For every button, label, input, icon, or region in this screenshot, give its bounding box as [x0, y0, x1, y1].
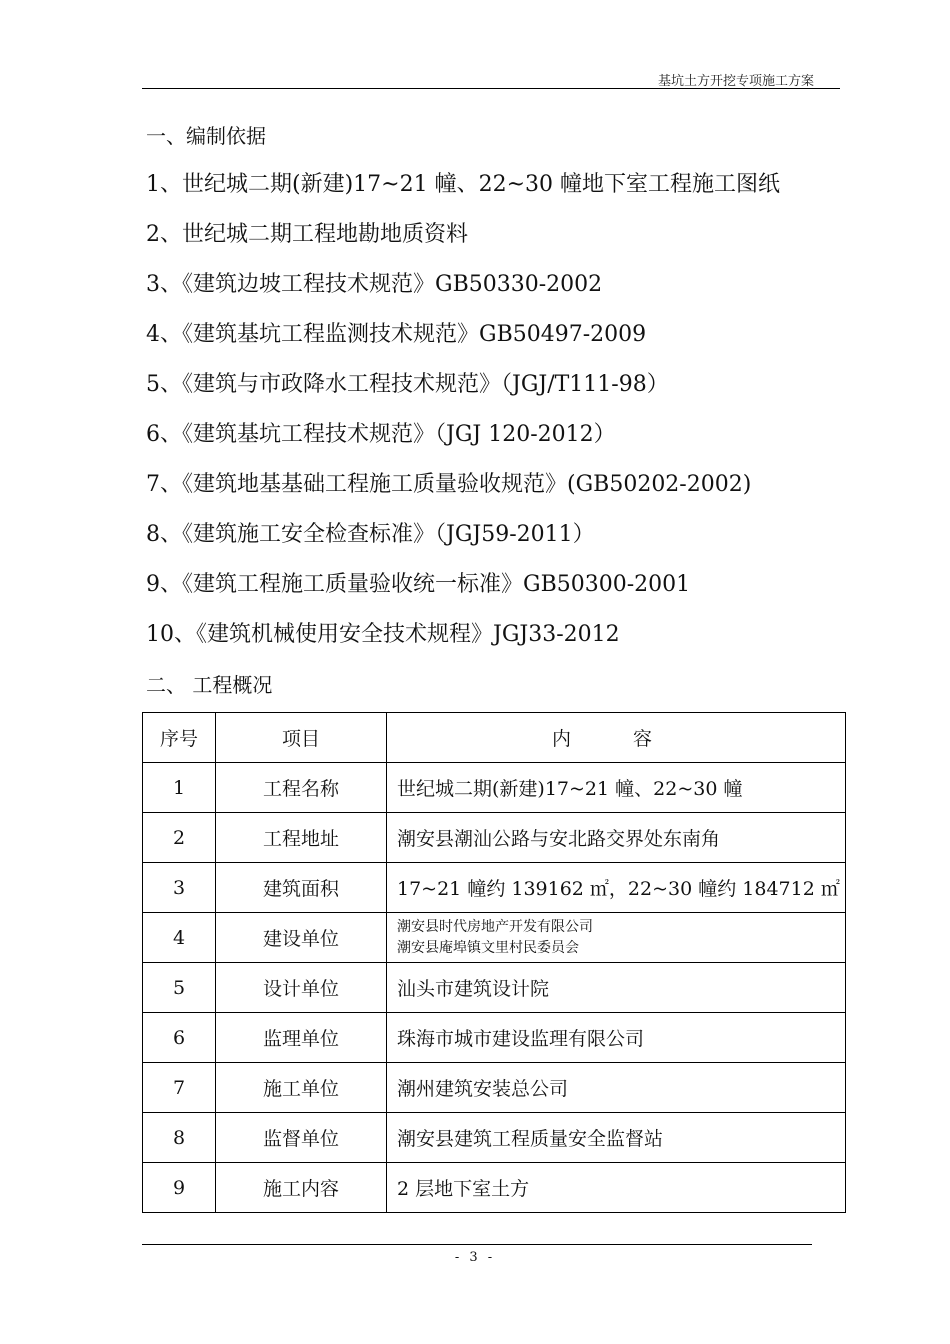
- running-header: 基坑土方开挖专项施工方案: [657, 74, 814, 89]
- table-row: [143, 1113, 846, 1163]
- header-rule: [142, 88, 840, 89]
- table-row: [143, 1063, 846, 1113]
- row-content: 2 层地下室土方: [387, 1163, 846, 1213]
- row-no: 7: [143, 1063, 216, 1113]
- list-item: 3、《建筑边坡工程技术规范》GB50330-2002: [146, 272, 603, 297]
- row-content: 汕头市建筑设计院: [387, 963, 846, 1013]
- row-item: 施工内容: [216, 1163, 387, 1213]
- row-content: 潮安县潮汕公路与安北路交界处东南角: [387, 813, 846, 863]
- row-item: 监督单位: [216, 1113, 387, 1163]
- row-item: 建筑面积: [216, 863, 387, 913]
- row-no: 6: [143, 1013, 216, 1063]
- page-number: - 3 -: [454, 1250, 496, 1265]
- row-content: 世纪城二期(新建)17~21 幢、22~30 幢: [387, 763, 846, 813]
- list-item: 7、《建筑地基基础工程施工质量验收规范》(GB50202-2002): [146, 472, 752, 497]
- row-item: 工程名称: [216, 763, 387, 813]
- row-content: 珠海市城市建设监理有限公司: [387, 1013, 846, 1063]
- row-content-line: 潮安县时代房地产开发有限公司: [397, 918, 593, 935]
- table-row: [143, 863, 846, 913]
- header-item: 项目: [216, 713, 387, 763]
- row-item: 建设单位: [216, 913, 387, 963]
- row-no: 3: [143, 863, 216, 913]
- table-row: [143, 813, 846, 863]
- table-row: [143, 913, 846, 963]
- list-item: 6、《建筑基坑工程技术规范》（JGJ 120-2012）: [146, 422, 616, 447]
- row-no: 4: [143, 913, 216, 963]
- row-no: 2: [143, 813, 216, 863]
- section-heading-basis: 一、编制依据: [146, 124, 266, 148]
- list-item: 5、《建筑与市政降水工程技术规范》（JGJ/T111-98）: [146, 372, 669, 397]
- list-item: 10、《建筑机械使用安全技术规程》JGJ33-2012: [146, 622, 620, 647]
- row-no: 9: [143, 1163, 216, 1213]
- row-no: 1: [143, 763, 216, 813]
- list-item: 2、世纪城二期工程地勘地质资料: [146, 222, 468, 247]
- header-no: 序号: [143, 713, 216, 763]
- list-item: 1、世纪城二期(新建)17~21 幢、22~30 幢地下室工程施工图纸: [146, 172, 780, 197]
- header-content: 内 容: [387, 713, 846, 763]
- basis-list: [146, 170, 780, 670]
- table-row: [143, 1163, 846, 1213]
- section-heading-overview: 二、 工程概况: [146, 673, 273, 697]
- table-row: [143, 963, 846, 1013]
- row-content: [387, 913, 846, 963]
- row-item: 施工单位: [216, 1063, 387, 1113]
- row-item: 设计单位: [216, 963, 387, 1013]
- table-header-row: [143, 713, 846, 763]
- list-item: 8、《建筑施工安全检查标准》（JGJ59-2011）: [146, 522, 595, 547]
- footer-rule: [142, 1244, 812, 1245]
- list-item: 9、《建筑工程施工质量验收统一标准》GB50300-2001: [146, 572, 691, 597]
- row-content: 潮安县建筑工程质量安全监督站: [387, 1113, 846, 1163]
- row-no: 8: [143, 1113, 216, 1163]
- project-overview-table: [142, 712, 846, 1213]
- table-row: [143, 763, 846, 813]
- row-item: 工程地址: [216, 813, 387, 863]
- table-row: [143, 1013, 846, 1063]
- row-no: 5: [143, 963, 216, 1013]
- row-item: 监理单位: [216, 1013, 387, 1063]
- row-content: 17~21 幢约 139162 ㎡，22~30 幢约 184712 ㎡: [387, 863, 846, 913]
- row-content-line: 潮安县庵埠镇文里村民委员会: [397, 939, 579, 956]
- list-item: 4、《建筑基坑工程监测技术规范》GB50497-2009: [146, 322, 647, 347]
- row-content: 潮州建筑安装总公司: [387, 1063, 846, 1113]
